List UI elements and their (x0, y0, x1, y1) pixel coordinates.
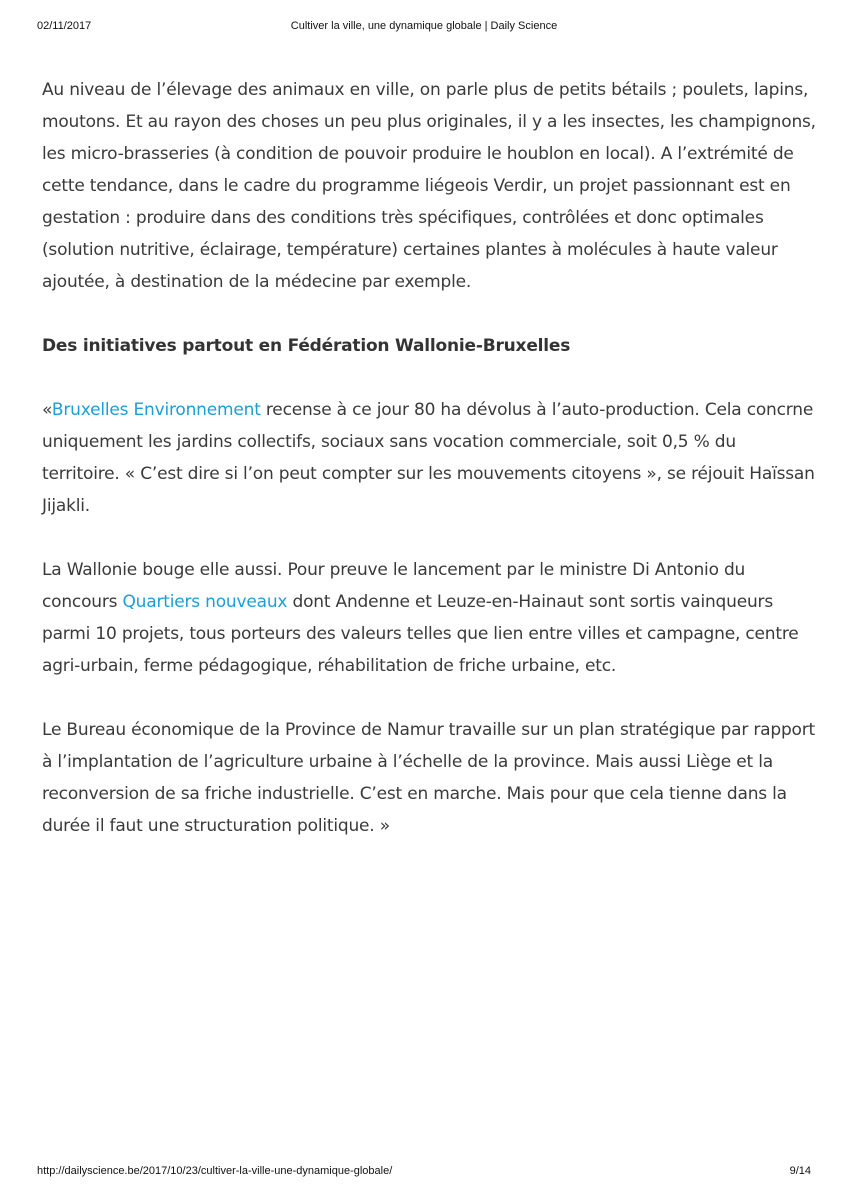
quartiers-nouveaux-link[interactable]: Quartiers nouveaux (122, 592, 288, 612)
section-heading: Des initiatives partout en Fédération Wallonie-Bruxelles (42, 336, 571, 356)
quote-open: « (42, 400, 52, 420)
bruxelles-environnement-link[interactable]: Bruxelles Environnement (51, 400, 261, 420)
paragraph-livestock: Au niveau de l’élevage des animaux en ville, on parle plus de petits bétails ; poulets, lapins, moutons. Et au rayon des choses un peu plus originales, il y a les insectes, les champignons, les micro-brasseries (à condition de pouvoir produire le houblon en local). A l’extrémité de cette tendance, dans le cadre du programme liégeois Verdir, un projet passionnant est en gestation : produire dans des conditions très spécifiques, contrôlées et donc optimales (solution nutritive, éclairage, température) certaines plantes à molécules à haute valeur ajoutée, à destination de la médecine par exemple. (42, 80, 816, 292)
print-url: http://dailyscience.be/2017/10/23/cultiver-la-ville-une-dynamique-globale/ (37, 1165, 393, 1177)
paragraph-namur: Le Bureau économique de la Province de Namur travaille sur un plan stratégique par rapport à l’implantation de l’agriculture urbaine à l’échelle de la province. Mais aussi Liège et la reconversion de sa friche industrielle. C’est en marche. Mais pour que cela tienne dans la durée il faut une structuration politique. » (42, 720, 815, 836)
paragraph-wallonia-intro: La Wallonie bouge elle aussi. Pour preuve le lancement par le ministre Di Antonio du concours (42, 560, 746, 612)
article-body (42, 74, 817, 874)
paragraph-wallonia (42, 554, 817, 682)
print-footer (37, 1165, 811, 1181)
paragraph-wallonia-text: dont Andenne et Leuze-en-Hainaut sont sortis vainqueurs parmi 10 projets, tous porteurs des valeurs telles que lien entre villes et campagne, centre agri-urbain, ferme pédagogique, réhabilitation de friche urbaine, etc. (42, 592, 799, 676)
print-header (37, 20, 811, 36)
paragraph-brussels-text: recense à ce jour 80 ha dévolus à l’auto-production. Cela concrne uniquement les jardins collectifs, sociaux sans vocation commerciale, soit 0,5 % du territoire. « C’est dire si l’on peut compter sur les mouvements citoyens », se réjouit Haïssan Jijakli. (42, 400, 815, 516)
print-page-title: Cultiver la ville, une dynamique globale | Daily Science (290, 20, 558, 32)
print-date: 02/11/2017 (37, 20, 92, 32)
paragraph-brussels (42, 394, 817, 522)
page-number: 9/14 (789, 1165, 811, 1177)
